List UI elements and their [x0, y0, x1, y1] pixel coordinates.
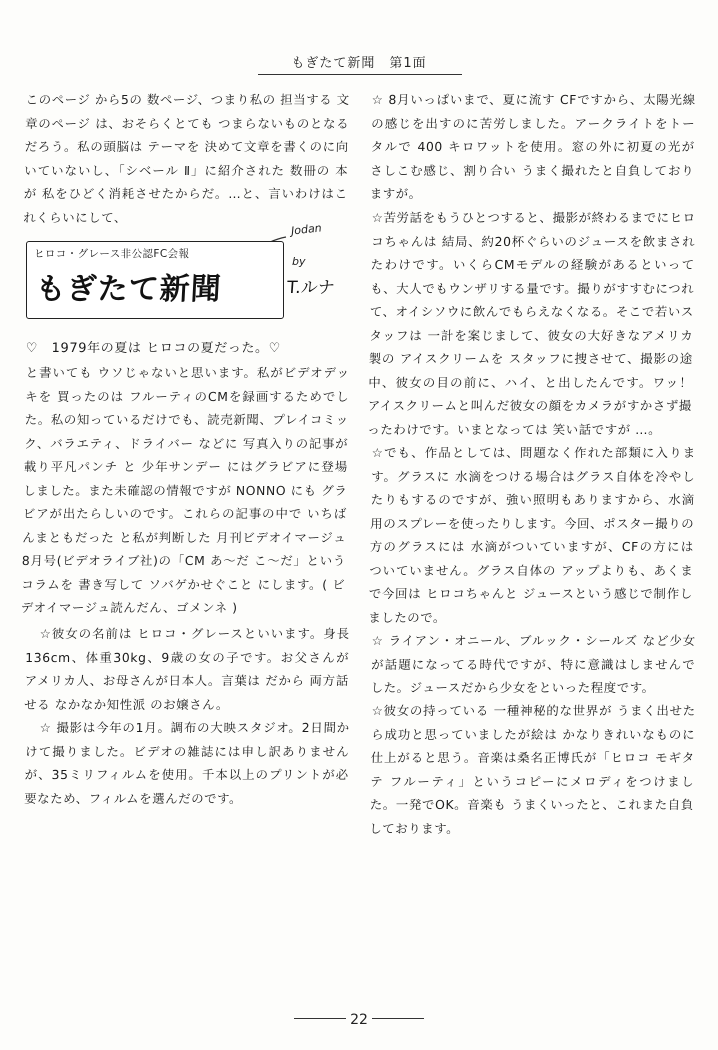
right-paragraph-2: ☆苦労話をもうひとつすると、撮影が終わるまでにヒロコちゃんは 結局、約20杯ぐらいのジュースを飲まされたわけです。いくらCMモデルの経験があるといっても、大人でもウンザリする量です。撮りがすすむにつれて、オイシソウに飲んでもらえなくなる。そこで若いスタッフは 一計を案じまして、彼女の大好きなアメリカ製の アイスクリームを スタッフに捜させて、撮影の途中、彼女の目の前に、ハイ、と出したんです。ワッ！ アイスクリームと叫んだ彼女の顔をカメラがすかさず撮ったわけです。いまとなっては 笑い話ですが …。 [367, 209, 698, 436]
right-paragraph-1: ☆ 8月いっぱいまで、夏に流す CFですから、太陽光線の感じを出すのに苦労しました。アークライトをトータルで 400 キロワットを使用。窓の外に初夏の光が さしこむ感じ、割り合い うまく撮れたと自負しておりますが。 [369, 92, 700, 201]
footer-rule-left [294, 1018, 346, 1019]
right-paragraph-4: ☆ ライアン・オニール、ブルック・シールズ など少女が話題になってる時代ですが、特に意識はしませんでした。ジュースだから少女をといった程度です。 [370, 632, 696, 695]
masthead-title: もぎたて新聞 [34, 272, 223, 307]
page-number: 22 [350, 1012, 368, 1028]
right-paragraph-5: ☆彼女の持っている 一種神秘的な世界が うまく出せたら成功と思っていましたが絵は かなりきれいなものに仕上がると思う。音楽は桑名正博氏が「ヒロコ モギタテ フルーティ」というコピーにメロディをつけました。一発でOK。音楽も うまくいったと、これまた自負しております。 [369, 703, 696, 836]
right-column [367, 88, 700, 990]
left-paragraph-3: ☆ 撮影は今年の1月。調布の大映スタジオ。2日間かけて撮りました。ビデオの雑誌には申し訳ありませんが、35ミリフィルムを使用。千本以上のプリントが必要なため、フィルムを選んだのです。 [24, 719, 350, 805]
page-footer [0, 1012, 718, 1028]
masthead-by-label: by [292, 255, 306, 268]
masthead-author: T.ルナ [286, 278, 336, 298]
article-columns [20, 88, 700, 990]
right-paragraph-3: ☆でも、作品としては、問題なく作れた部類に入ります。グラスに 水滴をつける場合はグラス自体を冷やしたりもするのですが、強い照明もありますから、水滴用のスプレーを使ったりします。今回、ポスター撮りの方のグラスには 水滴がついていますが、CFの方には ついていません。グラス自体の アップよりも、あくまで今回は ヒロコちゃんと ジュースという感じで制作しましたので。 [368, 444, 699, 624]
masthead-subtitle: ヒロコ・グレース非公認FC会報 [34, 248, 190, 260]
joke-note: Jodan [290, 221, 323, 238]
left-paragraph-2: ☆彼女の名前は ヒロコ・グレースといいます。身長136cm、体重30kg、9歳の女の子です。お父さんが アメリカ人、お母さんが日本人。言葉は だから 両方話せる なかなか知性派 のお嬢さん。 [24, 625, 354, 711]
left-paragraph-1: と書いても ウソじゃないと思います。私がビデオデッキを 買ったのは フルーティのCMを録画するためでした。私の知っているだけでも、読売新聞、プレイコミック、バラエティ、ドライバー などに 写真入りの記事が載り平凡パンチ と 少年サンデー にはグラビアに登場しました。また未確認の情報ですが NONNO にも グラビアが出たらしいのです。これらの記事の中で いちばんまともだった と私が判断した 月刊ビデオイマージュ8月号(ビデオライブ社)の「CM あ～だ こ～だ」という コラムを 書き写して ソバゲかせぐこと にします。( ビデオイマージュ読んだん、ゴメンネ ) [20, 365, 351, 615]
left-column [20, 88, 354, 990]
footer-rule-right [372, 1018, 424, 1019]
heart-headline: ♡ 1979年の夏は ヒロコの夏だった。♡ [25, 341, 282, 356]
masthead-area [26, 221, 350, 325]
header-divider [258, 74, 462, 75]
masthead-box [26, 241, 284, 319]
page-header: もぎたて新聞 第1面 [291, 56, 427, 71]
intro-paragraph: このページ から5の 数ページ、つまり私の 担当する 文章のページ は、おそらくとても つまらないものとなるだろう。私の頭脳は テーマを 決めて文章を書くのに向いていないし、「シベール Ⅱ」に紹介された 数冊の 本が 私をひどく消耗させたからだ。…と、言いわけはこれくらいにして、 [23, 92, 350, 225]
